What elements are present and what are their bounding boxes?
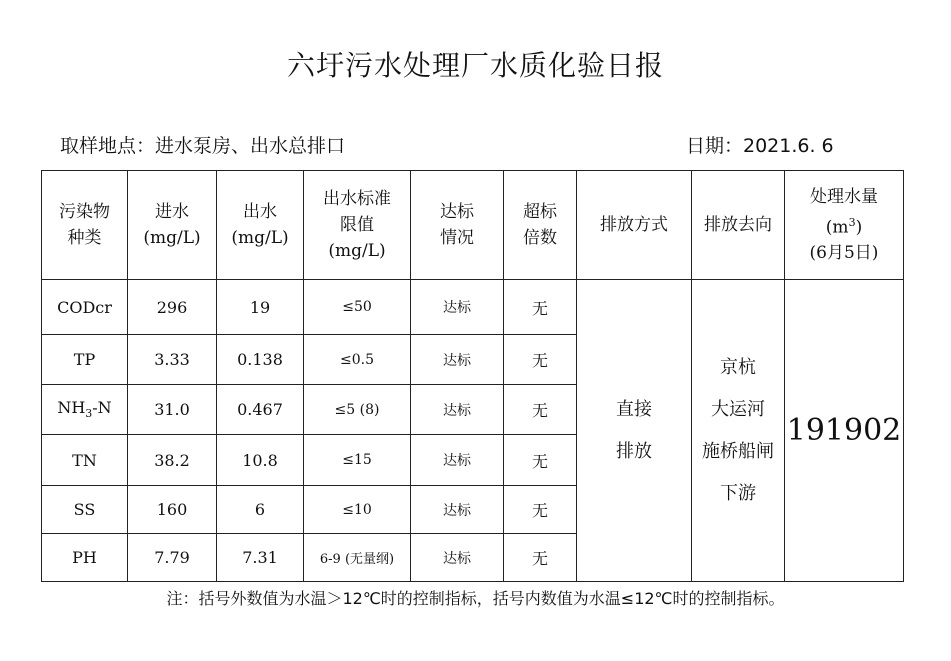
outflow-value: 7.31 [217,534,304,582]
inflow-value: 296 [128,280,217,335]
discharge-direction-line: 下游 [720,482,756,504]
treated-volume: 191902 [785,280,904,582]
header-line: 出水 [243,202,277,222]
header-line: 种类 [67,228,102,248]
unit-superscript: 3 [848,215,856,229]
header-line: (mg/L) [143,228,201,248]
header-discharge-method: 排放方式 [577,171,692,280]
header-exceed [504,171,577,280]
header-outflow [217,171,304,280]
report-date: 日期：2021.6. 6 [686,135,834,157]
chem-tail: -N [92,398,112,418]
header-inflow [128,171,217,280]
limit-value: ≤50 [304,280,411,335]
pollutant-name: PH [42,534,128,582]
chem-subscript: 3 [85,407,93,421]
header-line: 限值 [340,215,374,235]
header-line: 出水标准 [323,189,391,209]
discharge-direction [692,280,785,582]
header-volume [785,171,904,280]
footnote: 注：括号外数值为水温＞12℃时的控制指标，括号内数值为水温≤12℃时的控制指标。 [166,589,785,608]
inflow-value: 38.2 [128,435,217,486]
limit-value: ≤0.5 [304,335,411,385]
inflow-value: 3.33 [128,335,217,385]
discharge-direction-line: 京杭 [720,356,756,378]
table-row [42,280,904,335]
header-line [785,210,903,241]
header-line: 倍数 [523,228,557,248]
inflow-value: 160 [128,486,217,534]
exceed-value: 无 [504,534,577,582]
compliance-status: 达标 [411,435,504,486]
exceed-value: 无 [504,435,577,486]
compliance-status: 达标 [411,385,504,435]
unit-close: ) [855,217,863,238]
discharge-method [577,280,692,582]
header-line: (6月5日) [809,243,879,264]
header-line: (mg/L) [231,228,289,248]
unit-open: (m [825,217,849,238]
exceed-value: 无 [504,486,577,534]
pollutant-name: SS [42,486,128,534]
water-quality-table [41,170,904,582]
header-row [42,171,904,280]
header-line: 超标 [523,202,557,222]
inflow-value: 31.0 [128,385,217,435]
inflow-value: 7.79 [128,534,217,582]
limit-value: ≤10 [304,486,411,534]
sampling-location: 取样地点：进水泵房、出水总排口 [60,135,346,157]
header-line: 达标 [440,202,474,222]
compliance-status: 达标 [411,534,504,582]
compliance-status: 达标 [411,335,504,385]
outflow-value: 6 [217,486,304,534]
outflow-value: 19 [217,280,304,335]
outflow-value: 0.467 [217,385,304,435]
header-line: 情况 [440,228,474,248]
discharge-direction-line: 大运河 [711,398,765,420]
exceed-value: 无 [504,385,577,435]
discharge-direction-line: 施桥船闸 [702,440,774,462]
pollutant-name: TP [42,335,128,385]
header-pollutant [42,171,128,280]
header-limit [304,171,411,280]
outflow-value: 0.138 [217,335,304,385]
limit-value: ≤15 [304,435,411,486]
header-line: 进水 [155,202,189,222]
limit-value: ≤5 (8) [304,385,411,435]
pollutant-name: CODcr [42,280,128,335]
limit-value: 6-9 (无量纲) [304,534,411,582]
discharge-method-line: 直接 [616,398,652,420]
discharge-method-line: 排放 [616,440,652,462]
compliance-status: 达标 [411,486,504,534]
compliance-status: 达标 [411,280,504,335]
chem-main: NH [57,398,86,418]
header-line: 污染物 [59,202,110,222]
header-line: 处理水量 [810,186,878,207]
header-compliance [411,171,504,280]
header-discharge-direction: 排放去向 [692,171,785,280]
outflow-value: 10.8 [217,435,304,486]
pollutant-name: TN [42,435,128,486]
pollutant-name [42,385,128,435]
report-title: 六圩污水处理厂水质化验日报 [286,49,664,82]
exceed-value: 无 [504,335,577,385]
header-line: (mg/L) [328,241,386,261]
exceed-value: 无 [504,280,577,335]
